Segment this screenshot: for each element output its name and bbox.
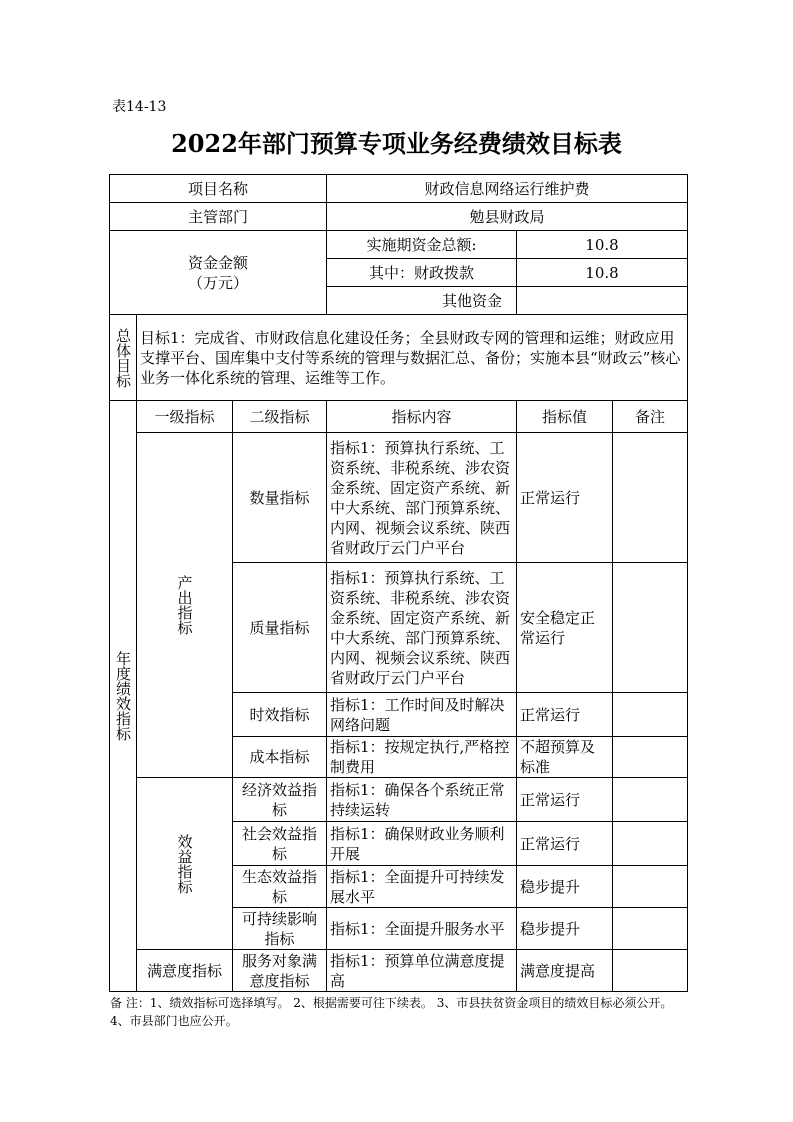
funds-fiscal-label: 其中：财政拨款: [327, 259, 517, 287]
value-cell: 安全稳定正常运行: [517, 563, 613, 693]
satisfaction-indicators-label: 满意度指标: [137, 950, 233, 992]
content-cell: [327, 433, 517, 563]
note-cell: [613, 737, 688, 778]
content-cell: [327, 563, 517, 693]
content-cell: 指标1：预算单位满意度提高: [327, 950, 517, 992]
note-cell: [613, 866, 688, 908]
value-cell: 不超预算及标准: [517, 737, 613, 778]
performance-target-table: [109, 174, 688, 992]
funds-fiscal-value: 10.8: [517, 259, 688, 287]
note-cell: [613, 950, 688, 992]
level2-cell: 社会效益指标: [233, 822, 327, 866]
funds-label: 资金金额 （万元）: [110, 231, 327, 315]
note-cell: [613, 908, 688, 950]
level2-cell: 经济效益指标: [233, 778, 327, 822]
content-cell: 指标1：确保各个系统正常持续运转: [327, 778, 517, 822]
level2-cell: 服务对象满意度指标: [233, 950, 327, 992]
header-content: 指标内容: [327, 401, 517, 433]
content-cell: 指标1：确保财政业务顺利开展: [327, 822, 517, 866]
output-indicators-label: 产出指标: [137, 433, 233, 778]
page-title: 2022年部门预算专项业务经费绩效目标表: [171, 129, 622, 158]
funds-other-label: 其他资金: [327, 287, 517, 315]
level2-cell: 质量指标: [233, 563, 327, 693]
content-cell: 指标1：按规定执行,严格控制费用: [327, 737, 517, 778]
value-cell: 满意度提高: [517, 950, 613, 992]
content-cell: 指标1：全面提升服务水平: [327, 908, 517, 950]
header-level1: 一级指标: [137, 401, 233, 433]
content-text: 指标1：预算执行系统、工资系统、非税系统、涉农资金系统、固定资产系统、新中大系统、部门预算系统、内网、视频会议系统、陕西省财政厅云门户平台: [330, 438, 511, 557]
header-value: 指标值: [517, 401, 613, 433]
content-cell: 指标1：全面提升可持续发展水平: [327, 866, 517, 908]
project-name-label: 项目名称: [110, 175, 327, 203]
level2-cell: 时效指标: [233, 693, 327, 737]
overall-goal-label: 总体目标: [110, 315, 137, 401]
header-level2: 二级指标: [233, 401, 327, 433]
value-cell: 正常运行: [517, 433, 613, 563]
annual-indicators-label: 年度绩效指标: [110, 401, 137, 992]
footnote: 备 注：1、绩效指标可选择填写。 2、根据需要可往下续表。 3、市县扶贫资金项目的绩效目标必须公开。4、市县部门也应公开。: [110, 996, 673, 1028]
overall-goal-text: 目标1：完成省、市财政信息化建设任务；全县财政专网的管理和运维；财政应用支撑平台、国库集中支付等系统的管理与数据汇总、备份；实施本县“财政云”核心业务一体化系统的管理、运维等工作。: [137, 315, 688, 401]
project-name-value: 财政信息网络运行维护费: [327, 175, 688, 203]
level2-cell: 可持续影响指标: [233, 908, 327, 950]
content-text: 指标1：预算执行系统、工资系统、非税系统、涉农资金系统、固定资产系统、新中大系统、部门预算系统、内网、视频会议系统、陕西省财政厅云门户平台: [330, 568, 511, 687]
dept-label: 主管部门: [110, 203, 327, 231]
funds-total-value: 10.8: [517, 231, 688, 259]
value-cell: 正常运行: [517, 693, 613, 737]
note-cell: [613, 778, 688, 822]
note-cell: [613, 822, 688, 866]
header-note: 备注: [613, 401, 688, 433]
level2-cell: 成本指标: [233, 737, 327, 778]
value-cell: 正常运行: [517, 822, 613, 866]
funds-other-value: [517, 287, 688, 315]
value-cell: 稳步提升: [517, 866, 613, 908]
value-cell: 正常运行: [517, 778, 613, 822]
funds-total-label: 实施期资金总额:: [327, 231, 517, 259]
level2-cell: 数量指标: [233, 433, 327, 563]
value-cell: 稳步提升: [517, 908, 613, 950]
content-cell: 指标1：工作时间及时解决网络问题: [327, 693, 517, 737]
dept-value: 勉县财政局: [327, 203, 688, 231]
table-number: 表14-13: [112, 99, 167, 115]
note-cell: [613, 563, 688, 693]
note-cell: [613, 433, 688, 563]
benefit-indicators-label: 效益指标: [137, 778, 233, 950]
level2-cell: 生态效益指标: [233, 866, 327, 908]
note-cell: [613, 693, 688, 737]
